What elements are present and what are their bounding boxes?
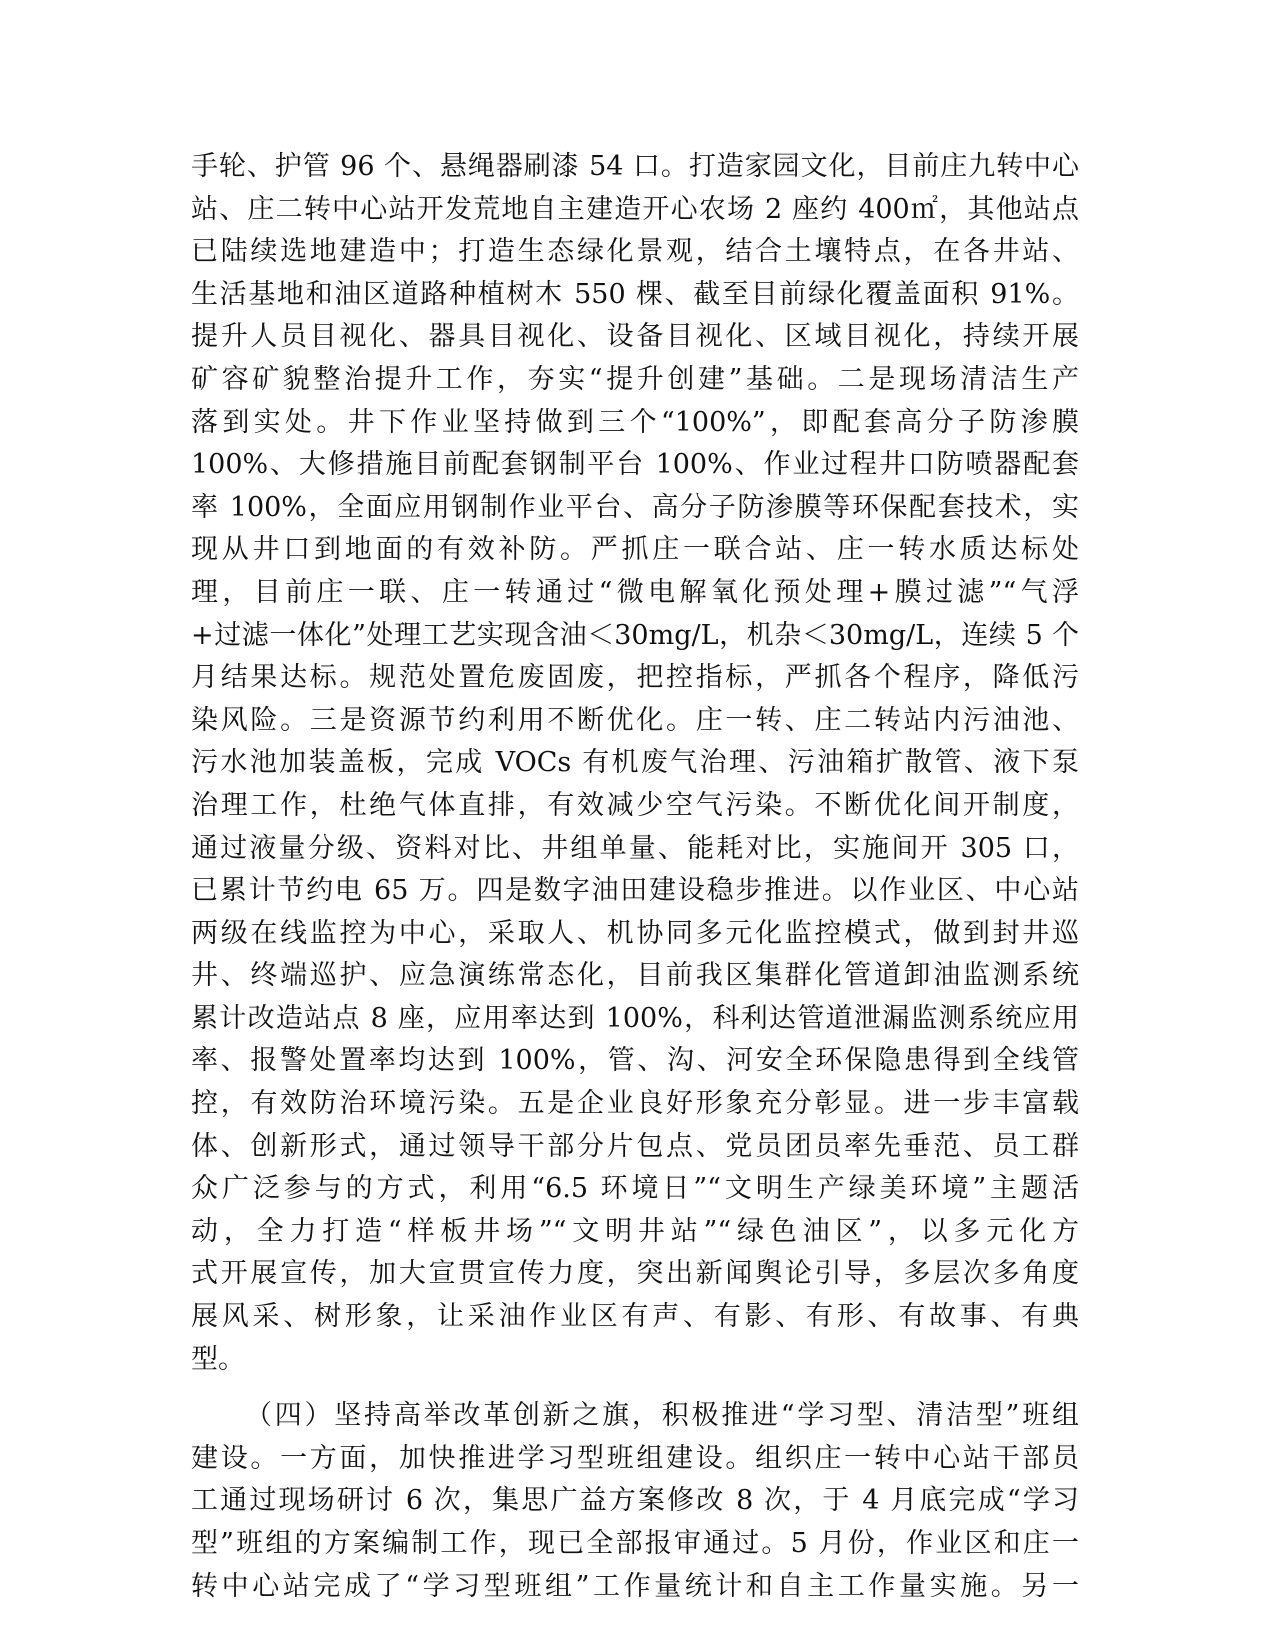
- text-line: 率 100%，全面应用钢制作业平台、高分子防渗膜等环保配套技术，实: [191, 491, 1079, 523]
- text-line: 工通过现场研讨 6 次，集思广益方案修改 8 次，于 4 月底完成“学习: [191, 1485, 1079, 1517]
- text-line: 累计改造站点 8 座，应用率达到 100%，科利达管道泄漏监测系统应用: [191, 1002, 1079, 1034]
- text-line: 转中心站完成了“学习型班组”工作量统计和自主工作量实施。另一: [191, 1570, 1079, 1602]
- text-line: 理，目前庄一联、庄一转通过“微电解氧化预处理+膜过滤”“气浮: [191, 576, 1079, 608]
- document-body: [191, 146, 1079, 1608]
- paragraph: [191, 146, 1079, 1381]
- text-line: 污水池加装盖板，完成 VOCs 有机废气治理、污油箱扩散管、液下泵: [191, 747, 1079, 779]
- text-line: 型。: [191, 1343, 245, 1375]
- text-line: 井、终端巡护、应急演练常态化，目前我区集群化管道卸油监测系统: [191, 960, 1079, 992]
- text-line: 展风采、树形象，让采油作业区有声、有影、有形、有故事、有典: [191, 1301, 1079, 1333]
- paragraph-spacer: [191, 1381, 1079, 1395]
- text-line: 现从井口到地面的有效补防。严抓庄一联合站、庄一转水质达标处: [191, 534, 1079, 566]
- text-line: 已累计节约电 65 万。四是数字油田建设稳步推进。以作业区、中心站: [191, 875, 1079, 907]
- text-line: 落到实处。井下作业坚持做到三个“100%”，即配套高分子防渗膜: [191, 406, 1079, 438]
- text-line: 站、庄二转中心站开发荒地自主建造开心农场 2 座约 400㎡，其他站点: [191, 193, 1079, 225]
- text-line: 率、报警处置率均达到 100%，管、沟、河安全环保隐患得到全线管: [191, 1045, 1079, 1077]
- text-line: 体、创新形式，通过领导干部分片包点、党员团员率先垂范、员工群: [191, 1130, 1079, 1162]
- text-line: 染风险。三是资源节约利用不断优化。庄一转、庄二转站内污油池、: [191, 704, 1079, 736]
- text-line: 众广泛参与的方式，利用“6.5 环境日”“文明生产绿美环境”主题活: [191, 1173, 1079, 1205]
- text-line: 提升人员目视化、器具目视化、设备目视化、区域目视化，持续开展: [191, 321, 1079, 353]
- text-line: 已陆续选地建造中；打造生态绿化景观，结合土壤特点，在各井站、: [191, 236, 1079, 268]
- text-line: 型”班组的方案编制工作，现已全部报审通过。5 月份，作业区和庄一: [191, 1528, 1079, 1559]
- text-line: 通过液量分级、资料对比、井组单量、能耗对比，实施间开 305 口，: [191, 832, 1079, 864]
- text-line: 两级在线监控为中心，采取人、机协同多元化监控模式，做到封井巡: [191, 917, 1079, 949]
- paragraph: [191, 1395, 1079, 1608]
- text-line: 式开展宣传，加大宣贯宣传力度，突出新闻舆论引导，多层次多角度: [191, 1258, 1079, 1290]
- text-line: +过滤一体化”处理工艺实现含油＜30mg/L，机杂＜30mg/L，连续 5 个: [191, 619, 1079, 651]
- text-line: 矿容矿貌整治提升工作，夯实“提升创建”基础。二是现场清洁生产: [191, 363, 1079, 395]
- text-line: 治理工作，杜绝气体直排，有效减少空气污染。不断优化间开制度，: [191, 789, 1079, 821]
- text-line: 动，全力打造“样板井场”“文明井站”“绿色油区”，以多元化方: [191, 1215, 1079, 1247]
- text-line: 月结果达标。规范处置危废固废，把控指标，严抓各个程序，降低污: [191, 662, 1079, 694]
- text-line: （四）坚持高举改革创新之旗，积极推进“学习型、清洁型”班组: [245, 1400, 1079, 1432]
- text-line: 手轮、护管 96 个、悬绳器刷漆 54 口。打造家园文化，目前庄九转中心: [191, 151, 1079, 182]
- text-line: 100%、大修措施目前配套钢制平台 100%、作业过程井口防喷器配套: [191, 449, 1079, 481]
- text-line: 控，有效防治环境污染。五是企业良好形象充分彰显。进一步丰富载: [191, 1088, 1079, 1120]
- text-line: 生活基地和油区道路种植树木 550 棵、截至目前绿化覆盖面积 91%。: [191, 278, 1079, 310]
- text-line: 建设。一方面，加快推进学习型班组建设。组织庄一转中心站干部员: [191, 1442, 1079, 1474]
